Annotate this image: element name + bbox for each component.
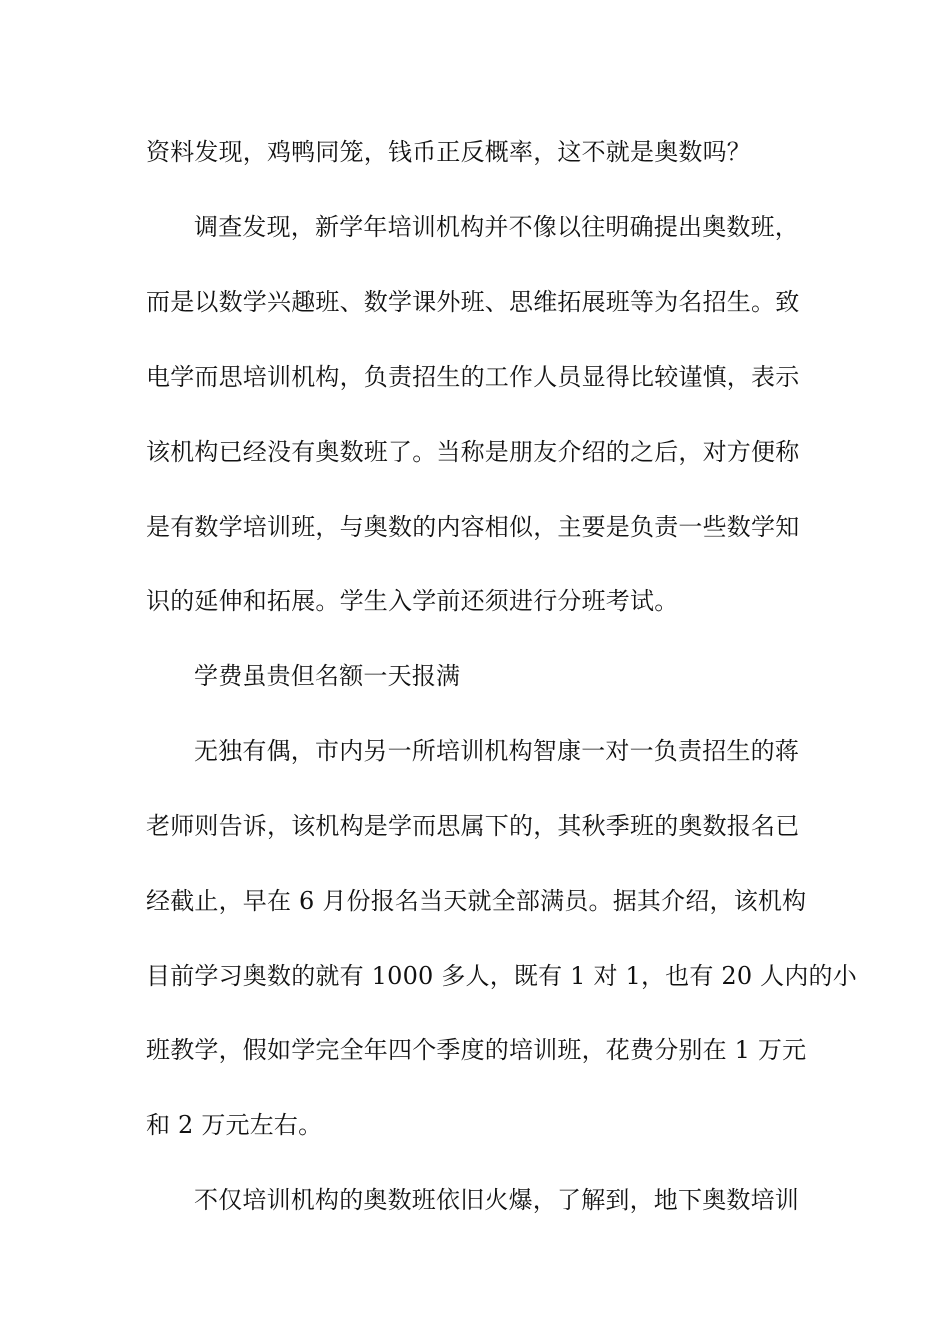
text-line: 班教学，假如学完全年四个季度的培训班，花费分别在 1 万元	[146, 1036, 807, 1064]
text-line: 识的延伸和拓展。学生入学前还须进行分班考试。	[146, 587, 679, 615]
text-line: 目前学习奥数的就有 1000 多人，既有 1 对 1，也有 20 人内的小	[146, 962, 857, 990]
paragraph-start-line: 调查发现，新学年培训机构并不像以往明确提出奥数班，	[194, 213, 799, 241]
text-line: 该机构已经没有奥数班了。当称是朋友介绍的之后，对方便称	[146, 438, 800, 466]
paragraph-start-line: 无独有偶，市内另一所培训机构智康一对一负责招生的蒋	[194, 737, 799, 765]
text-line: 和 2 万元左右。	[146, 1111, 323, 1139]
text-line: 电学而思培训机构，负责招生的工作人员显得比较谨慎，表示	[146, 363, 800, 391]
text-line: 经截止，早在 6 月份报名当天就全部满员。据其介绍，该机构	[146, 887, 807, 915]
section-heading: 学费虽贵但名额一天报满	[194, 662, 461, 690]
paragraph-start-line: 不仅培训机构的奥数班依旧火爆，了解到，地下奥数培训	[194, 1186, 799, 1214]
text-line: 是有数学培训班，与奥数的内容相似，主要是负责一些数学知	[146, 513, 800, 541]
text-line: 资料发现，鸡鸭同笼，钱币正反概率，这不就是奥数吗？	[146, 138, 751, 166]
text-line: 老师则告诉，该机构是学而思属下的，其秋季班的奥数报名已	[146, 812, 800, 840]
text-line: 而是以数学兴趣班、数学课外班、思维拓展班等为名招生。致	[146, 288, 800, 316]
